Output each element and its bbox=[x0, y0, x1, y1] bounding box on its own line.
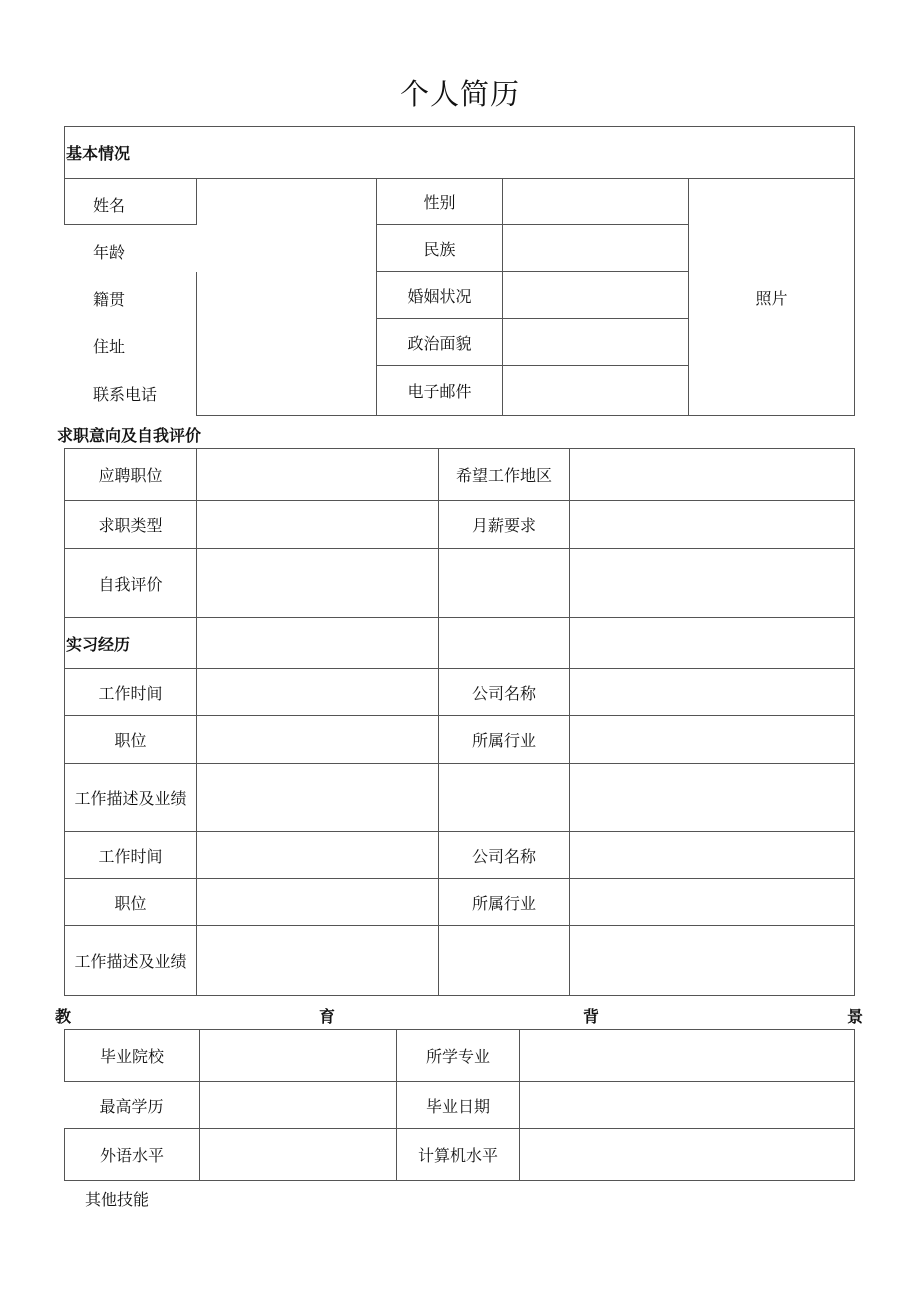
education-section-char-2: 育 bbox=[319, 1007, 336, 1026]
page-title: 个人简历 bbox=[399, 77, 520, 111]
internship-header-blank1 bbox=[196, 617, 439, 669]
intent-section-header: 求职意向及自我评价 bbox=[57, 426, 202, 445]
work-time-label: 工作时间 bbox=[64, 668, 197, 716]
self-eval-extra2[interactable] bbox=[569, 548, 855, 618]
photo-placeholder: 照片 bbox=[755, 288, 788, 308]
industry-value[interactable] bbox=[569, 878, 855, 926]
email-label: 电子邮件 bbox=[407, 382, 472, 401]
major-value[interactable] bbox=[519, 1029, 855, 1082]
basic-section-header: 基本情况 bbox=[64, 126, 855, 179]
language-label: 外语水平 bbox=[64, 1128, 200, 1181]
ethnicity-label: 民族 bbox=[423, 239, 456, 259]
age-label: 年龄 bbox=[93, 243, 126, 262]
political-status-label: 政治面貌 bbox=[407, 333, 472, 353]
work-desc-value[interactable] bbox=[196, 763, 439, 832]
education-section-char-3: 背 bbox=[583, 1007, 600, 1026]
self-eval-value[interactable] bbox=[196, 548, 439, 618]
region-value[interactable] bbox=[569, 448, 855, 501]
salary-label: 月薪要求 bbox=[438, 500, 570, 549]
school-value[interactable] bbox=[199, 1029, 397, 1082]
major-label: 所学专业 bbox=[396, 1029, 520, 1082]
work-desc-extra2[interactable] bbox=[569, 763, 855, 832]
education-section-char-1: 教 bbox=[55, 1007, 72, 1026]
other-skills-label: 其他技能 bbox=[85, 1190, 150, 1209]
self-eval-extra[interactable] bbox=[438, 548, 570, 618]
company-label: 公司名称 bbox=[438, 668, 570, 716]
gender-label: 性别 bbox=[423, 193, 456, 212]
internship-header-blank3 bbox=[569, 617, 855, 669]
internship-header-blank2 bbox=[438, 617, 570, 669]
industry-label: 所属行业 bbox=[438, 715, 570, 764]
industry-value[interactable] bbox=[569, 715, 855, 764]
phone-label: 联系电话 bbox=[93, 385, 158, 404]
industry-label: 所属行业 bbox=[438, 878, 570, 926]
language-value[interactable] bbox=[199, 1128, 397, 1181]
work-desc-extra2[interactable] bbox=[569, 925, 855, 996]
computer-value[interactable] bbox=[519, 1128, 855, 1181]
hometown-label: 籍贯 bbox=[93, 290, 126, 309]
work-time-label: 工作时间 bbox=[64, 831, 197, 879]
degree-label: 最高学历 bbox=[64, 1081, 200, 1129]
position-label: 职位 bbox=[64, 715, 197, 764]
marital-status-label: 婚姻状况 bbox=[407, 286, 472, 306]
self-eval-label: 自我评价 bbox=[64, 548, 197, 618]
internship-section-header: 实习经历 bbox=[64, 617, 197, 669]
job-type-value[interactable] bbox=[196, 500, 439, 549]
work-time-value[interactable] bbox=[196, 831, 439, 879]
name-label: 姓名 bbox=[93, 196, 126, 215]
education-section-char-4: 景 bbox=[847, 1007, 864, 1026]
grad-date-label: 毕业日期 bbox=[396, 1081, 520, 1129]
degree-value[interactable] bbox=[199, 1081, 397, 1129]
work-desc-value[interactable] bbox=[196, 925, 439, 996]
salary-value[interactable] bbox=[569, 500, 855, 549]
work-desc-label: 工作描述及业绩 bbox=[64, 925, 197, 996]
grad-date-value[interactable] bbox=[519, 1081, 855, 1129]
company-label: 公司名称 bbox=[438, 831, 570, 879]
company-value[interactable] bbox=[569, 668, 855, 716]
job-type-label: 求职类型 bbox=[64, 500, 197, 549]
work-desc-extra[interactable] bbox=[438, 925, 570, 996]
position-value[interactable] bbox=[196, 878, 439, 926]
job-label: 应聘职位 bbox=[64, 448, 197, 501]
address-label: 住址 bbox=[93, 337, 126, 356]
region-label: 希望工作地区 bbox=[438, 448, 570, 501]
work-desc-label: 工作描述及业绩 bbox=[64, 763, 197, 832]
school-label: 毕业院校 bbox=[64, 1029, 200, 1082]
position-value[interactable] bbox=[196, 715, 439, 764]
work-desc-extra[interactable] bbox=[438, 763, 570, 832]
computer-label: 计算机水平 bbox=[396, 1128, 520, 1181]
job-value[interactable] bbox=[196, 448, 439, 501]
company-value[interactable] bbox=[569, 831, 855, 879]
position-label: 职位 bbox=[64, 878, 197, 926]
work-time-value[interactable] bbox=[196, 668, 439, 716]
